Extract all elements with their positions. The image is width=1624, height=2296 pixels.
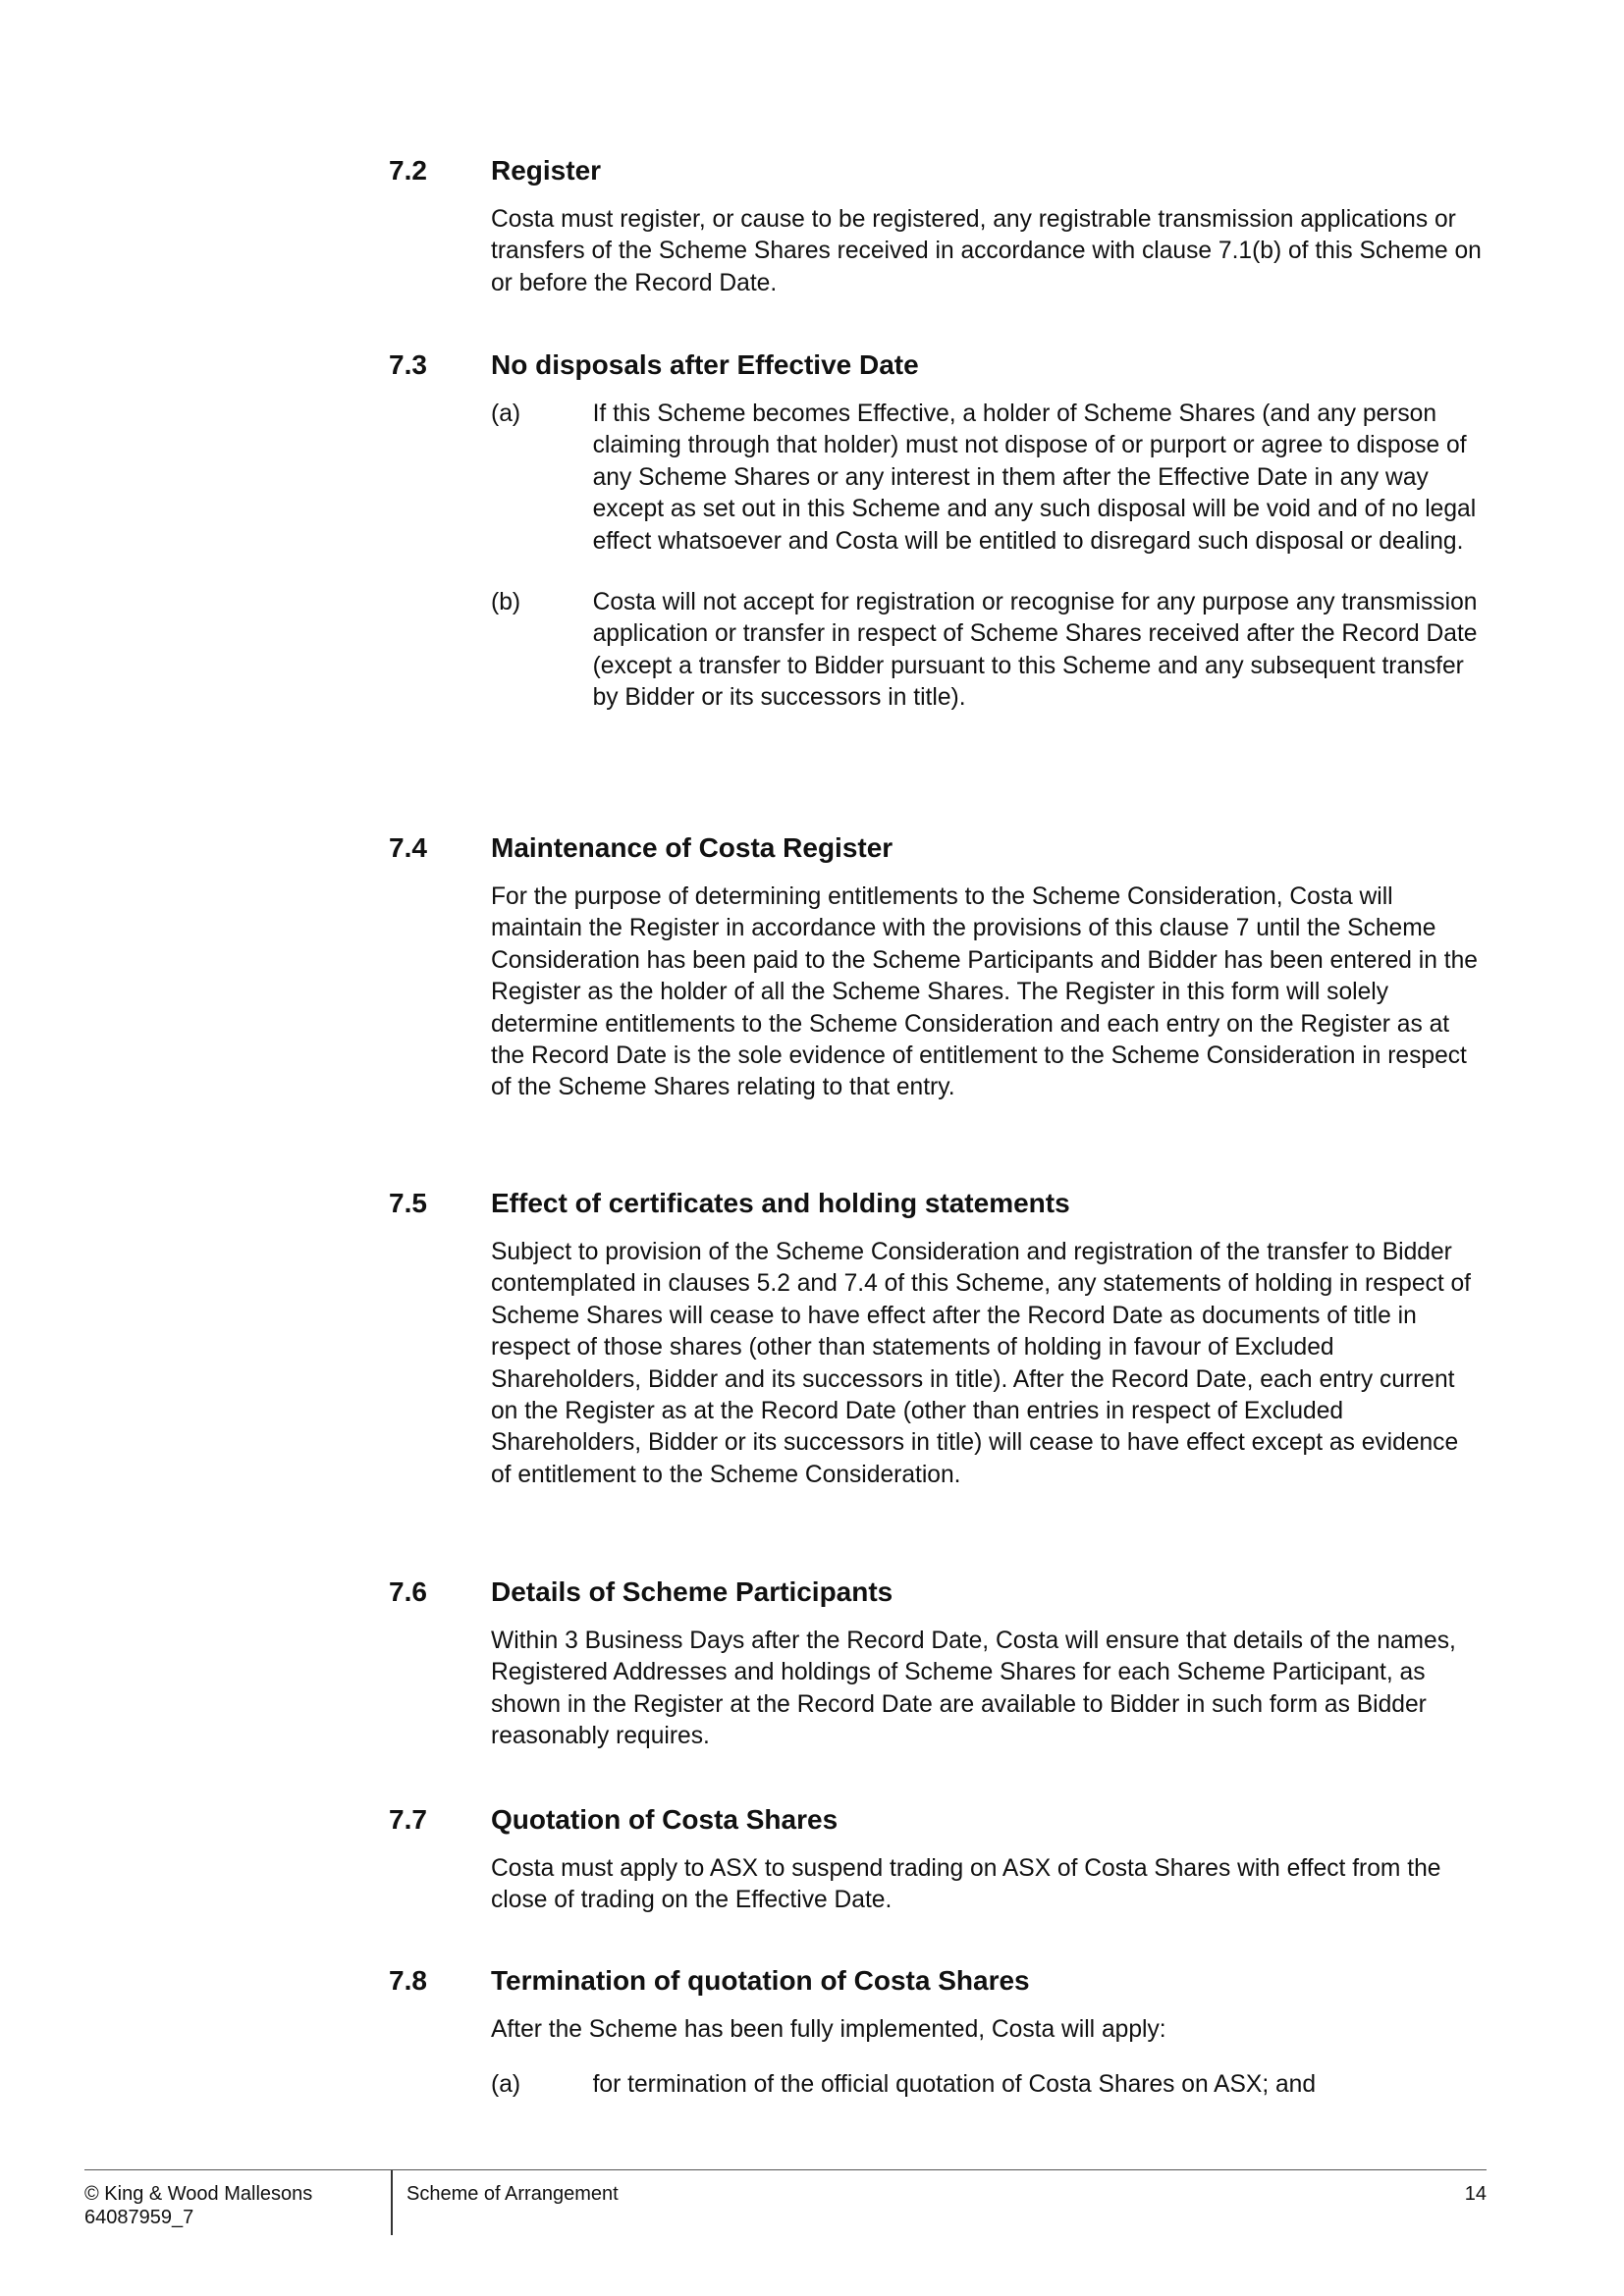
document-title: Scheme of Arrangement <box>406 2183 619 2205</box>
item-label: (b) <box>491 589 521 616</box>
section-7-6 <box>389 1576 1479 1753</box>
section-title: Maintenance of Costa Register <box>491 832 893 863</box>
section-7-8 <box>389 1965 1479 2102</box>
footer-divider <box>391 2170 393 2235</box>
section-title: Termination of quotation of Costa Shares <box>491 1965 1030 1996</box>
section-number: 7.5 <box>389 1188 427 1218</box>
item-text: Costa will not accept for registration or recognise for any purpose any transmission application or transfer in respect of Scheme Shares received after the Record Date (except a transfer to Bidder pursuant to this Scheme and any subsequent transfer by Bidder or its successors in title). <box>592 589 1478 712</box>
item-label: (a) <box>491 2071 521 2099</box>
document-id: 64087959_7 <box>84 2207 194 2228</box>
section-number: 7.8 <box>389 1965 427 1996</box>
page-footer <box>84 2169 1487 2239</box>
list-item <box>389 587 1479 715</box>
copyright-text: © King & Wood Mallesons <box>84 2183 313 2205</box>
section-number: 7.2 <box>389 155 427 186</box>
section-body: Subject to provision of the Scheme Consideration and registration of the transfer to Bidder contemplated in clauses 5.2 and 7.4 of this Scheme, any statements of holding in respect of Scheme Shares will cease to have effect after the Record Date as documents of title in respect of those shares (other than statements of holding in favour of Excluded Shareholders, Bidder and its successors in title). After the Record Date, each entry current on the Register as at the Record Date (other than entries in respect of Excluded Shareholders, Bidder or its successors in title) will cease to have effect except as evidence of entitlement to the Scheme Consideration. <box>491 1239 1472 1488</box>
section-7-5 <box>389 1188 1479 1491</box>
section-7-2 <box>389 155 1482 299</box>
section-title: Effect of certificates and holding statements <box>491 1188 1070 1218</box>
section-title: Details of Scheme Participants <box>491 1576 893 1607</box>
list-item <box>389 2069 1479 2101</box>
section-title: Register <box>491 155 602 186</box>
section-body: Costa must apply to ASX to suspend trading on ASX of Costa Shares with effect from the close of trading on the Effective Date. <box>491 1855 1441 1914</box>
section-body: For the purpose of determining entitlements to the Scheme Consideration, Costa will maintain the Register in accordance with the provisions of this clause 7 until the Scheme Consideration has been paid to the Scheme Participants and Bidder has been entered in the Register as the holder of all the Scheme Shares. The Register in this form will solely determine entitlements to the Scheme Consideration and each entry on the Register as at the Record Date is the sole evidence of entitlement to the Scheme Consideration in respect of the Scheme Shares relating to that entry. <box>491 883 1478 1101</box>
section-body: Within 3 Business Days after the Record Date, Costa will ensure that details of the names, Registered Addresses and holdings of Scheme Shares for each Scheme Participant, as shown in the Register at the Record Date are available to Bidder in such form as Bidder reasonably requires. <box>491 1628 1456 1750</box>
section-7-7 <box>389 1804 1479 1917</box>
section-body: After the Scheme has been fully implemented, Costa will apply: <box>491 2016 1166 2043</box>
item-text: for termination of the official quotation of Costa Shares on ASX; and <box>592 2071 1317 2099</box>
section-number: 7.4 <box>389 832 427 863</box>
section-body: Costa must register, or cause to be registered, any registrable transmission applications or transfers of the Scheme Shares received in accordance with clause 7.1(b) of this Scheme on or before the Record Date. <box>491 206 1482 296</box>
item-text: If this Scheme becomes Effective, a holder of Scheme Shares (and any person claiming through that holder) must not dispose of or purport or agree to dispose of any Scheme Shares or any interest in them after the Effective Date in any way except as set out in this Scheme and any such disposal will be void and of no legal effect whatsoever and Costa will be entitled to disregard such disposal or dealing. <box>592 400 1477 555</box>
section-number: 7.3 <box>389 349 427 380</box>
list-item <box>389 399 1479 558</box>
item-label: (a) <box>491 400 521 427</box>
section-title: No disposals after Effective Date <box>491 349 919 380</box>
page-number: 14 <box>1464 2183 1487 2205</box>
section-number: 7.6 <box>389 1576 427 1607</box>
section-7-4 <box>389 832 1479 1104</box>
section-title: Quotation of Costa Shares <box>491 1804 839 1835</box>
section-number: 7.7 <box>389 1804 427 1835</box>
section-7-3 <box>389 349 1479 715</box>
footer-left <box>84 2182 312 2229</box>
